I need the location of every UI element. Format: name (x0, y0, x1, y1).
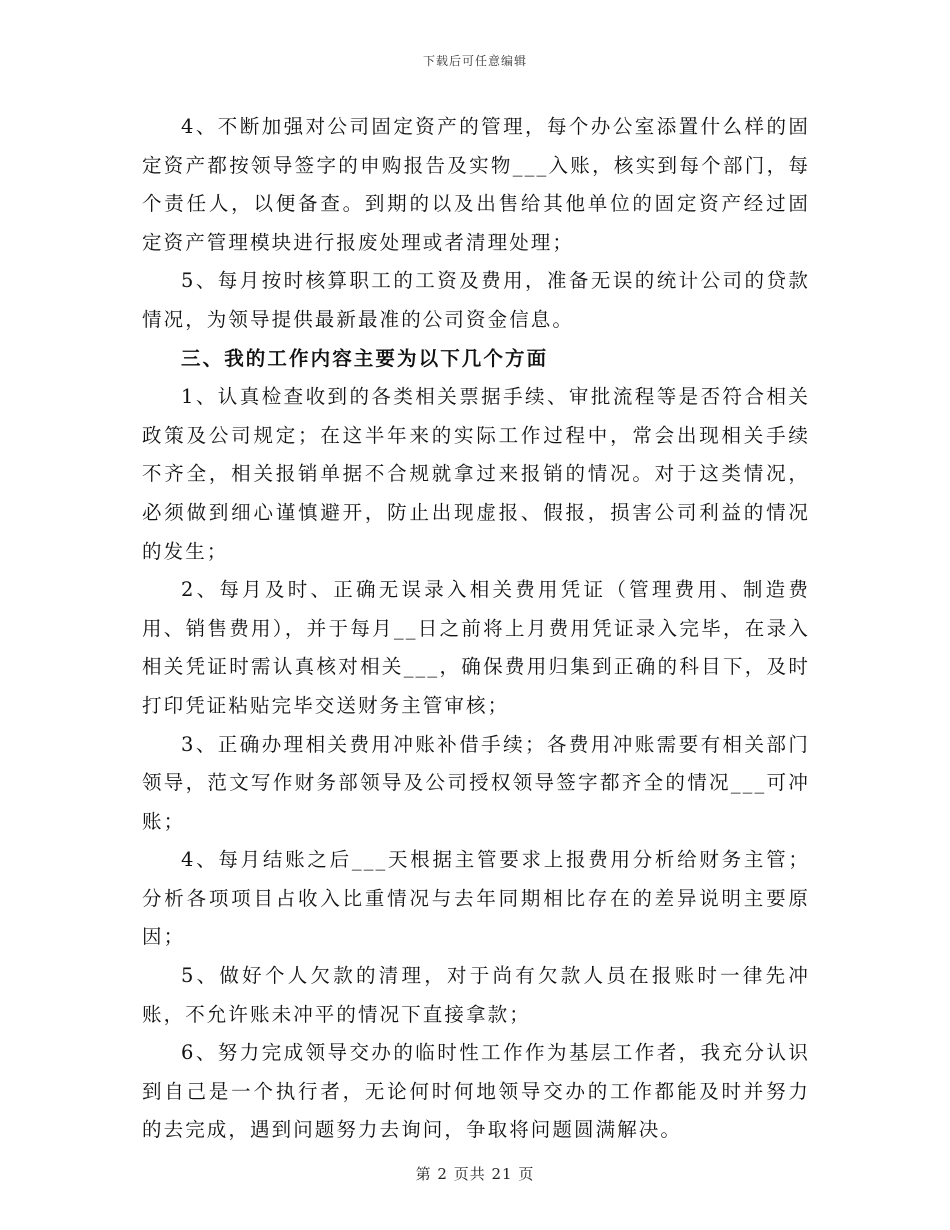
paragraph-fixed-assets: 4、不断加强对公司固定资产的管理，每个办公室添置什么样的固定资产都按领导签字的申购报告及实物___入账，核实到每个部门，每个责任人，以便备查。到期的以及出售给其他单位的固定资产经过固定资产管理模块进行报废处理或者清理处理； (142, 115, 810, 254)
paragraph-expense-analysis: 4、每月结账之后___天根据主管要求上报费用分析给财务主管；分析各项项目占收入比重情况与去年同期相比存在的差异说明主要原因； (142, 848, 810, 949)
page-header: 下载后可任意编辑 (422, 54, 527, 68)
paragraph-payroll: 5、每月按时核算职工的工资及费用，准备无误的统计公司的贷款情况，为领导提供最新最准的公司资金信息。 (142, 269, 810, 331)
page-footer: 第 2 页共 21 页 (415, 1165, 535, 1183)
paragraph-personal-debts: 5、做好个人欠款的清理，对于尚有欠款人员在报账时一律先冲账，不允许账未冲平的情况下直接拿款； (142, 964, 810, 1026)
paragraph-check-receipts: 1、认真检查收到的各类相关票据手续、审批流程等是否符合相关政策及公司规定；在这半年来的实际工作过程中，常会出现相关手续不齐全，相关报销单据不合规就拿过来报销的情况。对于这类情况，必须做到细心谨慎避开，防止出现虚报、假报，损害公司利益的情况的发生； (142, 385, 810, 563)
section-heading: 三、我的工作内容主要为以下几个方面 (181, 346, 549, 370)
document-body (142, 108, 810, 1150)
paragraph-temporary-tasks: 6、努力完成领导交办的临时性工作作为基层工作者，我充分认识到自己是一个执行者，无论何时何地领导交办的工作都能及时并努力的去完成，遇到问题努力去询问，争取将问题圆满解决。 (142, 1041, 810, 1142)
paragraph-offset-accounts: 3、正确办理相关费用冲账补借手续；各费用冲账需要有相关部门领导，范文写作财务部领导及公司授权领导签字都齐全的情况___可冲账； (142, 732, 810, 833)
paragraph-enter-vouchers: 2、每月及时、正确无误录入相关费用凭证（管理费用、制造费用、销售费用），并于每月__日之前将上月费用凭证录入完毕，在录入相关凭证时需认真核对相关___，确保费用归集到正确的科目下，及时打印凭证粘贴完毕交送财务主管审核； (142, 578, 810, 717)
